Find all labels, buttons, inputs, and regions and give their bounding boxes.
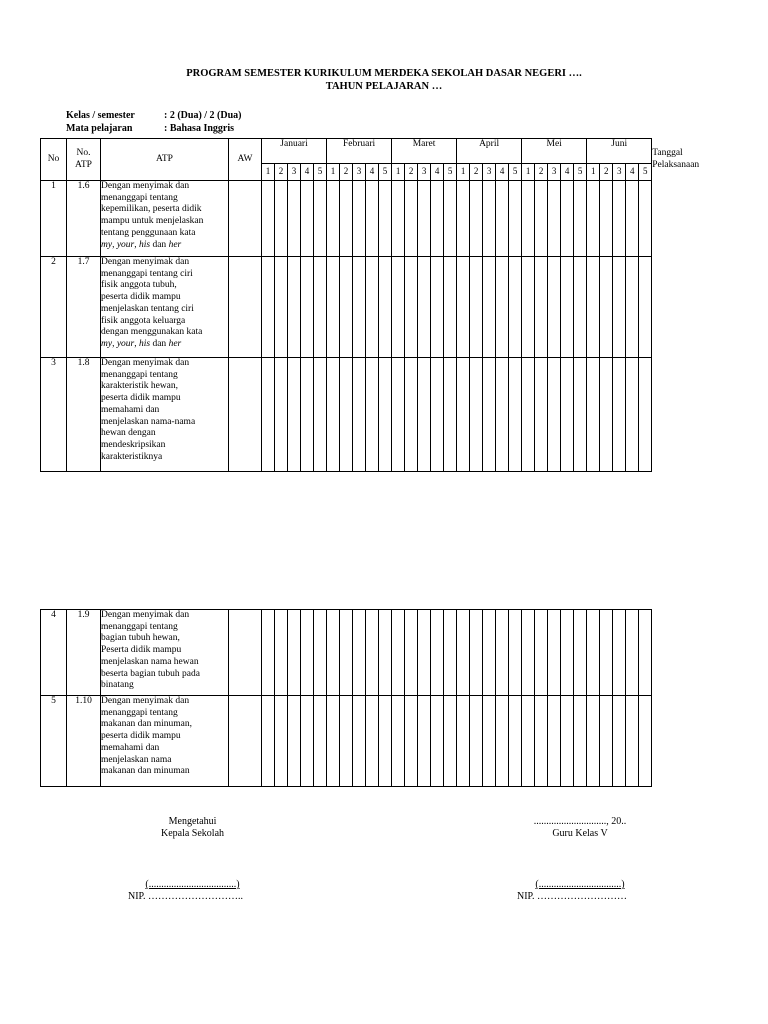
week-cell bbox=[535, 696, 548, 787]
document-subtitle: TAHUN PELAJARAN … bbox=[325, 81, 443, 92]
info-mapel bbox=[66, 123, 234, 135]
atp-keyword: my bbox=[101, 239, 113, 250]
week-cell bbox=[262, 257, 275, 358]
week-cell bbox=[379, 610, 392, 696]
week-cell bbox=[379, 257, 392, 358]
atp-line: binatang bbox=[101, 680, 134, 691]
week-cell bbox=[327, 610, 340, 696]
week-cell bbox=[353, 181, 366, 257]
week-cell bbox=[600, 610, 613, 696]
week-cell bbox=[301, 358, 314, 472]
week-cell bbox=[431, 358, 444, 472]
week-cell bbox=[483, 181, 496, 257]
atp-keyword: dan bbox=[152, 239, 167, 250]
week-cell bbox=[392, 358, 405, 472]
week-cell bbox=[444, 610, 457, 696]
week-cell bbox=[587, 181, 600, 257]
week-header: 5 bbox=[509, 164, 522, 181]
week-cell bbox=[522, 181, 535, 257]
atp-line: fisik anggota keluarga bbox=[101, 315, 186, 326]
week-cell bbox=[418, 696, 431, 787]
atp-line: mampu untuk menjelaskan bbox=[101, 216, 204, 227]
week-cell bbox=[639, 257, 652, 358]
atp-code: 1.6 bbox=[67, 181, 101, 257]
week-header: 1 bbox=[262, 164, 275, 181]
week-cell bbox=[535, 257, 548, 358]
week-cell bbox=[353, 358, 366, 472]
week-cell bbox=[262, 358, 275, 472]
week-cell bbox=[314, 696, 327, 787]
week-cell bbox=[288, 181, 301, 257]
week-cell bbox=[275, 181, 288, 257]
week-cell bbox=[483, 610, 496, 696]
table-row bbox=[41, 610, 652, 696]
week-cell bbox=[288, 358, 301, 472]
atp-keyword: her bbox=[168, 239, 182, 250]
atp-code: 1.9 bbox=[67, 610, 101, 696]
week-cell bbox=[314, 610, 327, 696]
atp-keyword: her bbox=[168, 338, 182, 349]
week-cell bbox=[496, 610, 509, 696]
week-cell bbox=[288, 696, 301, 787]
info-kelas bbox=[66, 110, 242, 122]
week-cell bbox=[639, 696, 652, 787]
signature-left-name: (...................................) bbox=[145, 879, 240, 890]
week-header: 2 bbox=[340, 164, 353, 181]
week-cell bbox=[639, 358, 652, 472]
week-cell bbox=[548, 358, 561, 472]
week-cell bbox=[366, 181, 379, 257]
week-cell bbox=[600, 181, 613, 257]
week-header: 1 bbox=[522, 164, 535, 181]
week-cell bbox=[457, 181, 470, 257]
week-cell bbox=[405, 610, 418, 696]
week-cell bbox=[470, 358, 483, 472]
atp-line: peserta didik mampu bbox=[101, 292, 181, 303]
week-cell bbox=[522, 257, 535, 358]
week-header: 2 bbox=[405, 164, 418, 181]
atp-line: mendeskripsikan bbox=[101, 439, 166, 450]
atp-keyword: my bbox=[101, 338, 113, 349]
week-cell bbox=[405, 696, 418, 787]
atp-line: Dengan menyimak dan bbox=[101, 181, 190, 191]
week-cell bbox=[405, 181, 418, 257]
signature-left-title: Kepala Sekolah bbox=[160, 828, 225, 839]
week-cell bbox=[275, 696, 288, 787]
header-month: April bbox=[457, 139, 522, 164]
atp-keyword: his bbox=[139, 338, 151, 349]
week-header: 5 bbox=[444, 164, 457, 181]
atp-line: my, your, his dan her bbox=[101, 239, 182, 250]
atp-keyword: your bbox=[116, 338, 135, 349]
week-cell bbox=[496, 358, 509, 472]
week-cell bbox=[483, 257, 496, 358]
header-no: No bbox=[41, 139, 67, 181]
week-cell bbox=[548, 181, 561, 257]
week-cell bbox=[275, 358, 288, 472]
atp-keyword: your bbox=[116, 239, 135, 250]
week-cell bbox=[288, 610, 301, 696]
aw-cell bbox=[229, 610, 262, 696]
week-header: 1 bbox=[457, 164, 470, 181]
week-cell bbox=[587, 610, 600, 696]
week-cell bbox=[327, 696, 340, 787]
week-cell bbox=[587, 696, 600, 787]
aw-cell bbox=[229, 181, 262, 257]
week-cell bbox=[379, 181, 392, 257]
week-cell bbox=[535, 181, 548, 257]
atp-line: memahami dan bbox=[101, 742, 160, 753]
week-cell bbox=[288, 257, 301, 358]
header-no-atp: No. ATP bbox=[67, 139, 101, 181]
atp-keyword: his bbox=[139, 239, 151, 250]
atp-line: peserta didik mampu bbox=[101, 731, 181, 742]
atp-line: karakteristiknya bbox=[101, 451, 163, 462]
week-header: 1 bbox=[587, 164, 600, 181]
week-cell bbox=[327, 358, 340, 472]
week-cell bbox=[275, 610, 288, 696]
atp-line: menanggapi tentang bbox=[101, 621, 178, 632]
week-cell bbox=[613, 696, 626, 787]
atp-line: menjelaskan nama-nama bbox=[101, 416, 196, 427]
atp-description bbox=[101, 696, 229, 787]
week-header: 4 bbox=[496, 164, 509, 181]
week-header: 5 bbox=[314, 164, 327, 181]
atp-description bbox=[101, 610, 229, 696]
week-cell bbox=[600, 358, 613, 472]
week-cell bbox=[366, 696, 379, 787]
program-table-continued bbox=[40, 609, 652, 787]
week-cell bbox=[574, 181, 587, 257]
aw-cell bbox=[229, 257, 262, 358]
week-cell bbox=[548, 696, 561, 787]
kelas-value: : 2 (Dua) / 2 (Dua) bbox=[164, 110, 242, 121]
atp-line: bagian tubuh hewan, bbox=[101, 633, 180, 644]
mapel-label: Mata pelajaran bbox=[66, 123, 133, 134]
week-cell bbox=[444, 181, 457, 257]
week-cell bbox=[392, 696, 405, 787]
row-number: 2 bbox=[41, 257, 67, 358]
week-cell bbox=[392, 257, 405, 358]
atp-line: menjelaskan nama bbox=[101, 754, 172, 765]
signature-right bbox=[505, 816, 655, 840]
week-header: 3 bbox=[548, 164, 561, 181]
week-cell bbox=[587, 257, 600, 358]
atp-line: Peserta didik mampu bbox=[101, 645, 182, 656]
week-cell bbox=[301, 181, 314, 257]
atp-line: hewan dengan bbox=[101, 428, 156, 439]
atp-line: menjelaskan nama hewan bbox=[101, 656, 199, 667]
table-row bbox=[41, 257, 652, 358]
atp-line: menjelaskan tentang ciri bbox=[101, 303, 194, 314]
week-cell bbox=[600, 257, 613, 358]
week-cell bbox=[418, 257, 431, 358]
week-header: 3 bbox=[483, 164, 496, 181]
atp-line: Dengan menyimak dan bbox=[101, 696, 190, 706]
atp-line: makanan dan minuman bbox=[101, 766, 190, 777]
signature-right-date: ............................., 20.. bbox=[533, 816, 627, 827]
week-cell bbox=[496, 696, 509, 787]
header-month: Januari bbox=[262, 139, 327, 164]
week-cell bbox=[301, 257, 314, 358]
week-cell bbox=[418, 358, 431, 472]
week-cell bbox=[431, 257, 444, 358]
week-header: 2 bbox=[535, 164, 548, 181]
signature-right-name: (.................................) bbox=[535, 879, 625, 890]
week-cell bbox=[548, 257, 561, 358]
atp-line: my, your, his dan her bbox=[101, 338, 182, 349]
week-cell bbox=[561, 610, 574, 696]
week-cell bbox=[470, 696, 483, 787]
week-cell bbox=[600, 696, 613, 787]
week-cell bbox=[561, 181, 574, 257]
atp-line: karakteristik hewan, bbox=[101, 381, 179, 392]
header-month: Maret bbox=[392, 139, 457, 164]
week-cell bbox=[457, 257, 470, 358]
week-cell bbox=[561, 257, 574, 358]
week-cell bbox=[522, 610, 535, 696]
week-cell bbox=[379, 696, 392, 787]
table-row bbox=[41, 358, 652, 472]
week-cell bbox=[509, 257, 522, 358]
atp-line: makanan dan minuman, bbox=[101, 719, 193, 730]
atp-line: menanggapi tentang bbox=[101, 369, 178, 380]
week-header: 1 bbox=[327, 164, 340, 181]
table-row bbox=[41, 181, 652, 257]
atp-code: 1.10 bbox=[67, 696, 101, 787]
program-table: No No. ATP ATP AW Januari Februari Maret April Mei Juni Tanggal Pelaksanaan 1 2 3 4 5 1 2 3 4 5 1 2 3 4 5 1 2 3 4 5 1 2 3 4 5 1 2 3 4 5 1 1.6 Dengan menyimak dan menanggapi tentang kepemilikan, peserta didik mampu untuk menjelaskan tentang penggunaan kata my, your, his dan her 2 1.7 Dengan menyimak dan menanggapi tentang ciri fisik anggota tubuh, peserta didik mampu menjelaskan tentang ciri fisik anggota keluarga dengan menggunakan kata my, your, his dan her 3 1.8 Dengan menyimak dan menanggapi tentang karakteristik hewan, peserta didik mampu memahami dan menjelaskan nama-nama hewan dengan mendeskripsikan karakteristiknya bbox=[40, 138, 652, 472]
week-cell bbox=[574, 696, 587, 787]
week-cell bbox=[301, 610, 314, 696]
week-cell bbox=[535, 610, 548, 696]
week-cell bbox=[574, 610, 587, 696]
week-cell bbox=[327, 181, 340, 257]
week-header: 3 bbox=[613, 164, 626, 181]
mapel-value: : Bahasa Inggris bbox=[164, 123, 235, 134]
week-cell bbox=[626, 358, 639, 472]
week-cell bbox=[509, 696, 522, 787]
week-cell bbox=[301, 696, 314, 787]
week-cell bbox=[483, 696, 496, 787]
week-cell bbox=[262, 610, 275, 696]
atp-line: memahami dan bbox=[101, 404, 160, 415]
atp-line: menanggapi tentang ciri bbox=[101, 268, 193, 279]
atp-line: Dengan menyimak dan bbox=[101, 358, 190, 368]
atp-description bbox=[101, 358, 229, 472]
kelas-label: Kelas / semester bbox=[66, 110, 135, 121]
week-cell bbox=[574, 358, 587, 472]
week-header: 5 bbox=[379, 164, 392, 181]
week-cell bbox=[587, 358, 600, 472]
week-cell bbox=[470, 610, 483, 696]
week-cell bbox=[522, 696, 535, 787]
atp-description bbox=[101, 257, 229, 358]
header-month: Mei bbox=[522, 139, 587, 164]
week-header: 4 bbox=[626, 164, 639, 181]
week-cell bbox=[418, 610, 431, 696]
row-number: 1 bbox=[41, 181, 67, 257]
week-header: 4 bbox=[561, 164, 574, 181]
atp-line: kepemilikan, peserta didik bbox=[101, 204, 202, 215]
header-month: Februari bbox=[327, 139, 392, 164]
atp-description bbox=[101, 181, 229, 257]
week-cell bbox=[340, 181, 353, 257]
header-atp: ATP bbox=[101, 139, 229, 181]
atp-code: 1.7 bbox=[67, 257, 101, 358]
week-cell bbox=[431, 181, 444, 257]
week-cell bbox=[626, 257, 639, 358]
week-cell bbox=[613, 181, 626, 257]
week-cell bbox=[340, 358, 353, 472]
week-header: 1 bbox=[392, 164, 405, 181]
week-cell bbox=[327, 257, 340, 358]
week-cell bbox=[613, 358, 626, 472]
week-header: 2 bbox=[275, 164, 288, 181]
aw-cell bbox=[229, 358, 262, 472]
week-cell bbox=[470, 181, 483, 257]
week-cell bbox=[639, 181, 652, 257]
row-number: 5 bbox=[41, 696, 67, 787]
week-cell bbox=[509, 181, 522, 257]
week-cell bbox=[275, 257, 288, 358]
week-cell bbox=[483, 358, 496, 472]
week-cell bbox=[613, 610, 626, 696]
week-cell bbox=[366, 610, 379, 696]
week-cell bbox=[457, 358, 470, 472]
header-month: Juni bbox=[587, 139, 652, 164]
atp-line: Dengan menyimak dan bbox=[101, 610, 190, 620]
week-cell bbox=[470, 257, 483, 358]
week-cell bbox=[405, 257, 418, 358]
atp-keyword: dan bbox=[152, 338, 167, 349]
atp-line: fisik anggota tubuh, bbox=[101, 280, 177, 291]
week-cell bbox=[392, 610, 405, 696]
week-cell bbox=[561, 358, 574, 472]
week-cell bbox=[444, 696, 457, 787]
week-cell bbox=[509, 358, 522, 472]
week-cell bbox=[314, 358, 327, 472]
week-cell bbox=[353, 610, 366, 696]
week-cell bbox=[431, 610, 444, 696]
week-cell bbox=[535, 358, 548, 472]
week-cell bbox=[353, 696, 366, 787]
week-cell bbox=[405, 358, 418, 472]
week-header: 5 bbox=[639, 164, 652, 181]
week-cell bbox=[457, 610, 470, 696]
week-cell bbox=[262, 696, 275, 787]
aw-cell bbox=[229, 696, 262, 787]
week-cell bbox=[496, 181, 509, 257]
week-header: 4 bbox=[301, 164, 314, 181]
week-header: 4 bbox=[366, 164, 379, 181]
week-cell bbox=[431, 696, 444, 787]
week-cell bbox=[561, 696, 574, 787]
week-header: 3 bbox=[353, 164, 366, 181]
week-cell bbox=[340, 257, 353, 358]
week-header: 2 bbox=[470, 164, 483, 181]
week-cell bbox=[366, 257, 379, 358]
week-cell bbox=[262, 181, 275, 257]
week-cell bbox=[444, 257, 457, 358]
week-cell bbox=[353, 257, 366, 358]
week-cell bbox=[392, 181, 405, 257]
week-cell bbox=[626, 696, 639, 787]
week-header: 2 bbox=[600, 164, 613, 181]
signature-left bbox=[120, 816, 265, 840]
document-title: PROGRAM SEMESTER KURIKULUM MERDEKA SEKOLAH DASAR NEGERI …. bbox=[186, 68, 582, 79]
week-cell bbox=[314, 257, 327, 358]
week-cell bbox=[457, 696, 470, 787]
week-cell bbox=[548, 610, 561, 696]
week-cell bbox=[444, 358, 457, 472]
week-cell bbox=[522, 358, 535, 472]
atp-line: Dengan menyimak dan bbox=[101, 257, 190, 267]
week-cell bbox=[418, 181, 431, 257]
atp-line: menanggapi tentang bbox=[101, 707, 178, 718]
week-cell bbox=[509, 610, 522, 696]
atp-code: 1.8 bbox=[67, 358, 101, 472]
atp-line: menanggapi tentang bbox=[101, 192, 178, 203]
signature-right-title: Guru Kelas V bbox=[552, 828, 608, 839]
week-cell bbox=[626, 181, 639, 257]
atp-line: dengan menggunakan kata bbox=[101, 327, 203, 338]
atp-line: tentang penggunaan kata bbox=[101, 227, 196, 238]
signature-right-nip: NIP. ……………………… bbox=[517, 891, 628, 902]
week-cell bbox=[574, 257, 587, 358]
week-cell bbox=[626, 610, 639, 696]
row-number: 3 bbox=[41, 358, 67, 472]
atp-line: beserta bagian tubuh pada bbox=[101, 668, 200, 679]
week-cell bbox=[379, 358, 392, 472]
week-cell bbox=[340, 696, 353, 787]
week-cell bbox=[639, 610, 652, 696]
atp-line: peserta didik mampu bbox=[101, 393, 181, 404]
week-header: 5 bbox=[574, 164, 587, 181]
header-aw: AW bbox=[229, 139, 262, 181]
week-header: 3 bbox=[288, 164, 301, 181]
week-cell bbox=[340, 610, 353, 696]
week-cell bbox=[496, 257, 509, 358]
week-cell bbox=[366, 358, 379, 472]
week-cell bbox=[613, 257, 626, 358]
signature-left-line1: Mengetahui bbox=[168, 816, 217, 827]
week-cell bbox=[314, 181, 327, 257]
signature-left-nip: NIP. ……………………….. bbox=[128, 891, 244, 902]
row-number: 4 bbox=[41, 610, 67, 696]
table-row bbox=[41, 696, 652, 787]
week-header: 4 bbox=[431, 164, 444, 181]
week-header: 3 bbox=[418, 164, 431, 181]
